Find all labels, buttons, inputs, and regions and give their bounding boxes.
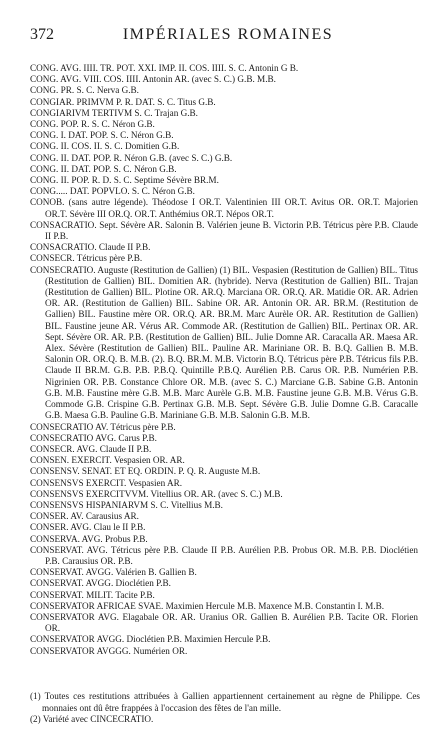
legend-entry: CONG. II. DAT. POP. S. C. Néron G.B. bbox=[30, 163, 177, 174]
legend-entry: CONG..... DAT. POPVLO. S. C. Néron G.B. bbox=[30, 186, 195, 197]
page-header bbox=[30, 26, 426, 50]
legend-entry: CONSECRATIO. Auguste (Restitution de Gallien) (1) BIL. Vespasien (Restitution de Gallien) BIL. Titus (Restitution de Gallien) BIL. Domitien AR. (hybride). Nerva (Restitution de Gallien) BIL. Trajan (Restitution de Gallien) BIL. Plotine OR. AR.Q. Marciana OR. OR.Q. AR. Matidie OR. AR. Adrien OR. AR. (Restitution de Gallien) BIL. Sabine OR. AR. Antonin OR. AR. BR.M. (Restitution de Gallien) BIL. Faustine mère OR. OR.Q. AR. BR.M. Marc Aurèle OR. AR. Restitution de Gallien) BIL. Faustine jeune AR. Vérus AR. Commode AR. (Restitution de Gallien) BIL. Pertinax OR. AR. Sept. Sévère OR. AR. P.B. (Restitution de Gallien) BIL. Julie Domne AR. Caracalla AR. Maesa AR. Alex. Sévère (Restitution de Gallien) BIL. Pauline AR. Mariniane OR. B. B.Q. Gallien B. M.B. Salonin OR. OR.Q. B. M.B. (2). B.Q. BR.M. M.B. Victorin B.Q. Tétricus père P.B. Tétricus fils P.B. Claude II BR.M. G.B. P.B. P.B.Q. Quintille P.B.Q. Aurélien P.B. Carus OR. P.B. Numérien P.B. Nigrinien OR. P.B. Constance Chlore OR. M.B. (avec S. C.) Marciane G.B. Sabine G.B. Antonin G.B. M.B. Faustine mère G.B. M.B. Marc Aurèle G.B. M.B. Faustine jeune G.B. M.B. Vérus G.B. Commode G.B. Crispine G.B. Pertinax G.B. M.B. Sept. Sévère G.B. Julie Domne G.B. Caracalle G.B. Maesa G.B. Pauline G.B. Mariniane G.B. M.B. Salonin G.B. M.B. bbox=[30, 264, 418, 421]
legend-entry: CONG. AVG. IIII. TR. POT. XXI. IMP. II. COS. IIII. S. C. Antonin G B. bbox=[30, 63, 299, 73]
legend-entry: CONSACRATIO. Claude II P.B. bbox=[30, 242, 151, 253]
legend-entry: CONG. I. DAT. POP. S. C. Néron G.B. bbox=[30, 130, 174, 141]
legend-entry: CONSENSVS EXERCIT. Vespasien AR. bbox=[30, 477, 183, 488]
legend-entry: CONGIARIVM TERTIVM S. C. Trajan G.B. bbox=[30, 107, 198, 118]
footnotes bbox=[30, 691, 420, 726]
legend-entry: CONSER. AVG. Clau le II P.B. bbox=[30, 522, 146, 533]
legend-entry: CONSERVATOR AVGGG. Numérien OR. bbox=[30, 645, 188, 656]
legend-entry: CONSERVATOR AFRICAE SVAE. Maximien Hercule M.B. Maxence M.B. Constantin I. M.B. bbox=[30, 600, 385, 611]
legend-entry: CONSERVAT. AVGG. Dioclétien P.B. bbox=[30, 578, 171, 589]
legend-entry: CONSECR. Tétricus père P.B. bbox=[30, 253, 143, 264]
legend-entry: CONSECR. AVG. Claude II P.B. bbox=[30, 443, 152, 454]
running-title: IMPÉRIALES ROMAINES bbox=[122, 26, 334, 43]
legend-entry: CONSERVAT. AVGG. Valérien B. Gallien B. bbox=[30, 567, 197, 578]
legend-entry: CONSENSV. SENAT. ET EQ. ORDIN. P. Q. R. Auguste M.B. bbox=[30, 466, 261, 477]
legend-entry: CONSEN. EXERCIT. Vespasien OR. AR. bbox=[30, 455, 185, 466]
legend-entry: CONSENSVS EXERCITVVM. Vitellius OR. AR. (avec S. C.) M.B. bbox=[30, 488, 283, 499]
legend-entry: CONSERVAT. MILIT. Tacite P.B. bbox=[30, 589, 155, 600]
legend-entry: CONG. II. DAT. POP. R. Néron G.B. (avec S. C.) G.B. bbox=[30, 152, 233, 163]
legend-entry: CONSERVATOR AVG. Elagabale OR. AR. Uranius OR. Gallien B. Aurélien P.B. Tacite OR. Florien OR. bbox=[30, 611, 418, 634]
page-number: 372 bbox=[30, 26, 54, 43]
legend-entry: CONG. II. COS. II. S. C. Domitien G.B. bbox=[30, 141, 180, 152]
legend-entry: CONSERVATOR AVGG. Dioclétien P.B. Maximien Hercule P.B. bbox=[30, 634, 271, 645]
legend-entry: CONSECRATIO AV. Tétricus père P.B. bbox=[30, 421, 176, 432]
legend-entry: CONSENSVS HISPANIARVM S. C. Vitellius M.B. bbox=[30, 499, 223, 510]
legend-entry: CONG. POP. R. S. C. Néron G.B. bbox=[30, 119, 155, 130]
legend-entry-list bbox=[30, 63, 418, 657]
legend-entry: CONSACRATIO. Sept. Sévère AR. Salonin B. Valérien jeune B. Victorin P.B. Tétricus père P.B. Claude II P.B. bbox=[30, 219, 418, 242]
legend-entry: CONSERVAT. AVG. Tétricus père P.B. Claude II P.B. Aurélien P.B. Probus OR. M.B. P.B. Dioclétien P.B. Carausius OR. P.B. bbox=[30, 544, 418, 566]
legend-entry: CONG. PR. S. C. Nerva G.B. bbox=[30, 85, 139, 96]
footnote: (2) Variété avec CINCECRATIO. bbox=[30, 714, 154, 725]
legend-entry: CONOB. (sans autre légende). Théodose I OR.T. Valentinien III OR.T. Avitus OR. OR.T. Majorien OR.T. Sévère III OR.Q. OR.T. Anthémius OR.T. Népos OR.T. bbox=[30, 197, 418, 219]
legend-entry: CONSERVA. AVG. Probus P.B. bbox=[30, 533, 148, 544]
legend-entry: CONG. II. POP. R. D. S. C. Septime Sévère BR.M. bbox=[30, 175, 219, 186]
legend-entry: CONSER. AV. Carausius AR. bbox=[30, 511, 139, 522]
legend-entry: CONG. AVG. VIII. COS. IIII. Antonin AR. (avec S. C.) G.B. M.B. bbox=[30, 74, 276, 85]
footnote: (1) Toutes ces restitutions attribuées à Gallien appartiennent certainement au règne de Philippe. Ces monnaies ont dû être frappées à l'occasion des fêtes de l'an mille. bbox=[30, 691, 420, 713]
legend-entry: CONSECRATIO AVG. Carus P.B. bbox=[30, 432, 157, 443]
legend-entry: CONGIAR. PRIMVM P. R. DAT. S. C. Titus G.B. bbox=[30, 96, 216, 107]
